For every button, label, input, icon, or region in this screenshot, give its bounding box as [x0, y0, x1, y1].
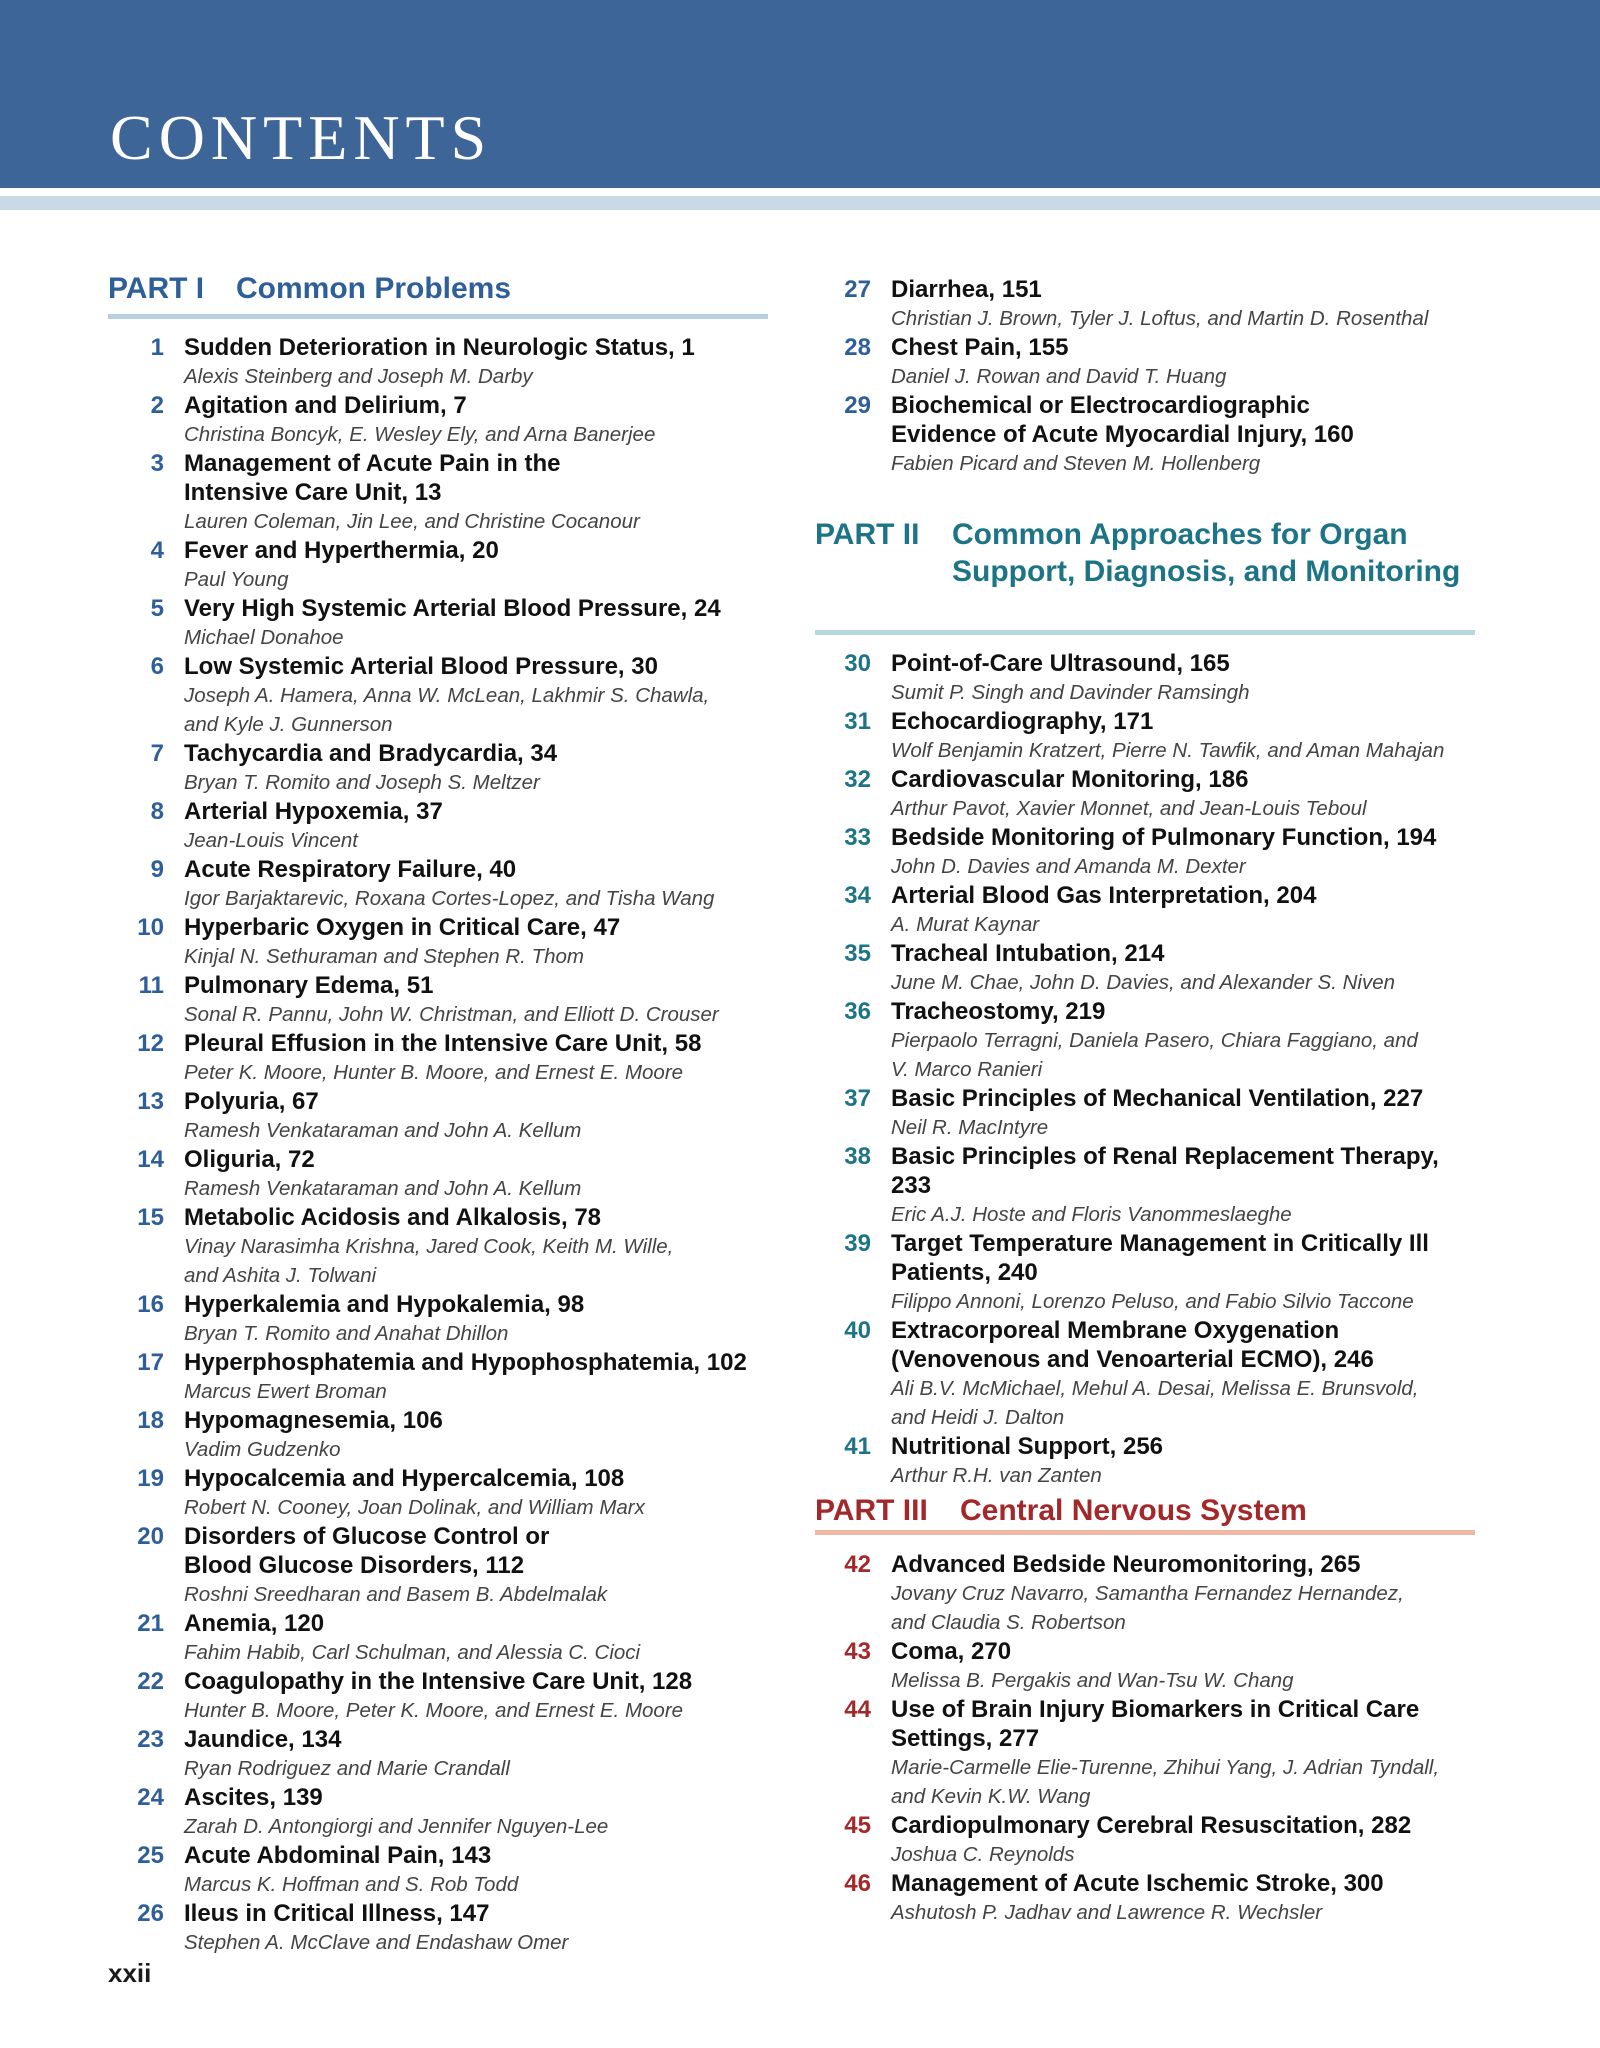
- chapter-authors: Neil R. MacIntyre: [891, 1116, 1049, 1139]
- entry-body: [184, 855, 773, 913]
- entry-body: [184, 1899, 773, 1957]
- entry-body: [184, 797, 773, 855]
- toc-entry: [108, 652, 773, 739]
- chapter-number: 45: [844, 1812, 871, 1839]
- chapter-authors: Fahim Habib, Carl Schulman, and Alessia C. Cioci: [184, 1641, 641, 1664]
- chapter-number: 4: [150, 537, 164, 564]
- entry-body: [891, 1142, 1475, 1229]
- chapter-authors: Melissa B. Pergakis and Wan-Tsu W. Chang: [891, 1669, 1294, 1692]
- chapter-authors: Michael Donahoe: [184, 626, 344, 649]
- chapter-authors: Daniel J. Rowan and David T. Huang: [891, 365, 1227, 388]
- entry-body: [184, 333, 773, 391]
- entry-body: [184, 391, 773, 449]
- entry-body: [891, 275, 1475, 333]
- toc-entry: [815, 1869, 1475, 1927]
- chapter-authors: Hunter B. Moore, Peter K. Moore, and Ernest E. Moore: [184, 1699, 684, 1722]
- chapter-title: Hypocalcemia and Hypercalcemia, 108: [184, 1465, 625, 1492]
- chapter-authors: Christina Boncyk, E. Wesley Ely, and Arna Banerjee: [184, 423, 656, 446]
- header-stripe: [0, 196, 1600, 210]
- entry-body: [184, 1290, 773, 1348]
- chapter-number: 33: [844, 824, 871, 851]
- chapter-authors: Ryan Rodriguez and Marie Crandall: [184, 1757, 510, 1780]
- toc-entry: [108, 449, 773, 536]
- toc-entry: [815, 1695, 1475, 1811]
- toc-entry: [108, 391, 773, 449]
- chapter-authors: Marcus K. Hoffman and S. Rob Todd: [184, 1873, 519, 1896]
- chapter-number: 5: [150, 595, 164, 622]
- chapter-authors: Igor Barjaktarevic, Roxana Cortes-Lopez, and Tisha Wang: [184, 887, 715, 910]
- chapter-authors: Jean-Louis Vincent: [184, 829, 358, 852]
- entry-body: [184, 1667, 773, 1725]
- toc-entry: [815, 275, 1475, 333]
- entry-body: [184, 1029, 773, 1087]
- chapter-title: Hypomagnesemia, 106: [184, 1407, 443, 1434]
- part-iii-heading: [815, 1492, 1475, 1534]
- entry-body: [184, 652, 773, 739]
- toc-entry: [108, 333, 773, 391]
- chapter-authors: Christian J. Brown, Tyler J. Loftus, and Martin D. Rosenthal: [891, 307, 1429, 330]
- chapter-title: Management of Acute Pain in the Intensive Care Unit, 13: [184, 450, 561, 506]
- entry-body: [891, 1084, 1475, 1142]
- chapter-number: 24: [137, 1784, 164, 1811]
- part-i-rule: [108, 314, 768, 319]
- entry-body: [184, 1145, 773, 1203]
- entry-body: [184, 1203, 773, 1290]
- entry-body: [891, 823, 1475, 881]
- chapter-number: 46: [844, 1870, 871, 1897]
- part-i-heading: [108, 270, 768, 312]
- part-iii-entry-list: [815, 1550, 1475, 1927]
- chapter-title: Hyperbaric Oxygen in Critical Care, 47: [184, 914, 621, 941]
- chapter-authors: Stephen A. McClave and Endashaw Omer: [184, 1931, 569, 1954]
- chapter-title: Chest Pain, 155: [891, 334, 1069, 361]
- toc-entry: [815, 391, 1475, 478]
- chapter-title: Nutritional Support, 256: [891, 1433, 1164, 1460]
- chapter-title: Ascites, 139: [184, 1784, 323, 1811]
- part-iii-label: PART III: [815, 1494, 928, 1527]
- page-number: xxii: [108, 1958, 152, 1988]
- toc-entry: [815, 1229, 1475, 1316]
- chapter-authors: Jovany Cruz Navarro, Samantha Fernandez Hernandez, and Claudia S. Robertson: [891, 1582, 1404, 1634]
- chapter-authors: Ramesh Venkataraman and John A. Kellum: [184, 1119, 582, 1142]
- chapter-title: Management of Acute Ischemic Stroke, 300: [891, 1870, 1384, 1897]
- entry-body: [891, 1695, 1475, 1811]
- chapter-number: 16: [137, 1291, 164, 1318]
- chapter-number: 1: [150, 334, 164, 361]
- chapter-number: 22: [137, 1668, 164, 1695]
- entry-body: [184, 1522, 773, 1609]
- chapter-authors: Alexis Steinberg and Joseph M. Darby: [184, 365, 533, 388]
- toc-entry: [815, 1811, 1475, 1869]
- chapter-authors: Marie-Carmelle Elie-Turenne, Zhihui Yang, J. Adrian Tyndall, and Kevin K.W. Wang: [891, 1756, 1440, 1808]
- chapter-title: Acute Respiratory Failure, 40: [184, 856, 517, 883]
- chapter-title: Jaundice, 134: [184, 1726, 342, 1753]
- toc-entry: [108, 1841, 773, 1899]
- chapter-title: Cardiovascular Monitoring, 186: [891, 766, 1249, 793]
- chapter-number: 26: [137, 1900, 164, 1927]
- entry-body: [891, 939, 1475, 997]
- chapter-title: Use of Brain Injury Biomarkers in Critical Care Settings, 277: [891, 1696, 1420, 1752]
- toc-entry: [108, 1145, 773, 1203]
- entry-body: [891, 765, 1475, 823]
- chapter-title: Arterial Hypoxemia, 37: [184, 798, 443, 825]
- chapter-authors: Bryan T. Romito and Joseph S. Meltzer: [184, 771, 540, 794]
- chapter-title: Biochemical or Electrocardiographic Evidence of Acute Myocardial Injury, 160: [891, 392, 1354, 448]
- entry-body: [184, 1841, 773, 1899]
- entry-body: [184, 739, 773, 797]
- chapter-title: Arterial Blood Gas Interpretation, 204: [891, 882, 1317, 909]
- chapter-number: 2: [150, 392, 164, 419]
- chapter-number: 36: [844, 998, 871, 1025]
- entry-body: [891, 333, 1475, 391]
- chapter-number: 44: [844, 1696, 871, 1723]
- chapter-authors: Vadim Gudzenko: [184, 1438, 341, 1461]
- chapter-number: 12: [137, 1030, 164, 1057]
- toc-entry: [108, 971, 773, 1029]
- toc-entry: [108, 1406, 773, 1464]
- toc-entry: [108, 1348, 773, 1406]
- chapter-number: 17: [137, 1349, 164, 1376]
- chapter-authors: Kinjal N. Sethuraman and Stephen R. Thom: [184, 945, 584, 968]
- toc-entry: [108, 594, 773, 652]
- entry-body: [184, 1464, 773, 1522]
- chapter-authors: Bryan T. Romito and Anahat Dhillon: [184, 1322, 509, 1345]
- chapter-authors: June M. Chae, John D. Davies, and Alexander S. Niven: [891, 971, 1396, 994]
- part-iii-rule: [815, 1530, 1475, 1535]
- chapter-title: Coma, 270: [891, 1638, 1012, 1665]
- chapter-number: 18: [137, 1407, 164, 1434]
- chapter-title: Advanced Bedside Neuromonitoring, 265: [891, 1551, 1361, 1578]
- toc-entry: [108, 1087, 773, 1145]
- chapter-title: Low Systemic Arterial Blood Pressure, 30: [184, 653, 658, 680]
- chapter-title: Tachycardia and Bradycardia, 34: [184, 740, 558, 767]
- toc-entry: [815, 939, 1475, 997]
- part-i-continued-list: [815, 275, 1475, 478]
- chapter-title: Hyperphosphatemia and Hypophosphatemia, 102: [184, 1349, 747, 1376]
- part-ii-entry-list: [815, 649, 1475, 1490]
- entry-body: [184, 1783, 773, 1841]
- entry-body: [184, 913, 773, 971]
- chapter-title: Very High Systemic Arterial Blood Pressure, 24: [184, 595, 721, 622]
- entry-body: [891, 997, 1475, 1084]
- entry-body: [184, 1087, 773, 1145]
- chapter-title: Hyperkalemia and Hypokalemia, 98: [184, 1291, 585, 1318]
- entry-body: [891, 1550, 1475, 1637]
- chapter-title: Basic Principles of Mechanical Ventilation, 227: [891, 1085, 1424, 1112]
- chapter-authors: Fabien Picard and Steven M. Hollenberg: [891, 452, 1261, 475]
- chapter-title: Pleural Effusion in the Intensive Care Unit, 58: [184, 1030, 702, 1057]
- chapter-number: 27: [844, 276, 871, 303]
- toc-entry: [815, 1637, 1475, 1695]
- chapter-number: 6: [150, 653, 164, 680]
- toc-entry: [108, 1899, 773, 1957]
- entry-body: [184, 1348, 773, 1406]
- chapter-number: 9: [150, 856, 164, 883]
- toc-entry: [815, 707, 1475, 765]
- chapter-authors: Ramesh Venkataraman and John A. Kellum: [184, 1177, 582, 1200]
- chapter-authors: Ali B.V. McMichael, Mehul A. Desai, Melissa E. Brunsvold, and Heidi J. Dalton: [891, 1377, 1419, 1429]
- toc-entry: [815, 881, 1475, 939]
- entry-body: [891, 1432, 1475, 1490]
- chapter-title: Metabolic Acidosis and Alkalosis, 78: [184, 1204, 602, 1231]
- chapter-title: Agitation and Delirium, 7: [184, 392, 467, 419]
- chapter-authors: Sumit P. Singh and Davinder Ramsingh: [891, 681, 1250, 704]
- entry-body: [891, 391, 1475, 478]
- chapter-title: Anemia, 120: [184, 1610, 325, 1637]
- toc-entry: [108, 1783, 773, 1841]
- chapter-authors: Eric A.J. Hoste and Floris Vanommeslaeghe: [891, 1203, 1292, 1226]
- chapter-number: 32: [844, 766, 871, 793]
- toc-entry: [108, 1609, 773, 1667]
- chapter-title: Extracorporeal Membrane Oxygenation (Venovenous and Venoarterial ECMO), 246: [891, 1317, 1374, 1373]
- chapter-authors: A. Murat Kaynar: [891, 913, 1040, 936]
- entry-body: [891, 881, 1475, 939]
- chapter-authors: Pierpaolo Terragni, Daniela Pasero, Chiara Faggiano, and V. Marco Ranieri: [891, 1029, 1418, 1081]
- entry-body: [184, 536, 773, 594]
- toc-entry: [108, 1464, 773, 1522]
- chapter-title: Target Temperature Management in Critically Ill Patients, 240: [891, 1230, 1429, 1286]
- chapter-authors: Lauren Coleman, Jin Lee, and Christine Cocanour: [184, 510, 640, 533]
- part-i-title: Common Problems: [236, 272, 512, 305]
- chapter-title: Ileus in Critical Illness, 147: [184, 1900, 490, 1927]
- toc-entry: [815, 649, 1475, 707]
- toc-entry: [108, 1667, 773, 1725]
- toc-entry: [108, 855, 773, 913]
- chapter-title: Diarrhea, 151: [891, 276, 1042, 303]
- part-i-entry-list: [108, 333, 773, 1957]
- chapter-number: 41: [844, 1433, 871, 1460]
- chapter-number: 37: [844, 1085, 871, 1112]
- chapter-title: Sudden Deterioration in Neurologic Status, 1: [184, 334, 695, 361]
- toc-entry: [815, 1316, 1475, 1432]
- chapter-authors: Sonal R. Pannu, John W. Christman, and Elliott D. Crouser: [184, 1003, 719, 1026]
- chapter-authors: Robert N. Cooney, Joan Dolinak, and William Marx: [184, 1496, 645, 1519]
- chapter-number: 3: [150, 450, 164, 477]
- entry-body: [184, 1725, 773, 1783]
- chapter-authors: Wolf Benjamin Kratzert, Pierre N. Tawfik, and Aman Mahajan: [891, 739, 1445, 762]
- chapter-authors: Paul Young: [184, 568, 289, 591]
- chapter-authors: Marcus Ewert Broman: [184, 1380, 387, 1403]
- chapter-authors: Ashutosh P. Jadhav and Lawrence R. Wechsler: [891, 1901, 1323, 1924]
- chapter-number: 31: [844, 708, 871, 735]
- chapter-title: Acute Abdominal Pain, 143: [184, 1842, 492, 1869]
- entry-body: [891, 649, 1475, 707]
- toc-entry: [815, 333, 1475, 391]
- chapter-number: 39: [844, 1230, 871, 1257]
- chapter-number: 28: [844, 334, 871, 361]
- chapter-title: Pulmonary Edema, 51: [184, 972, 434, 999]
- chapter-number: 38: [844, 1143, 871, 1170]
- entry-body: [891, 1869, 1475, 1927]
- chapter-number: 7: [150, 740, 164, 767]
- chapter-number: 11: [138, 972, 164, 999]
- chapter-title: Point-of-Care Ultrasound, 165: [891, 650, 1230, 677]
- chapter-title: Echocardiography, 171: [891, 708, 1154, 735]
- toc-entry: [108, 913, 773, 971]
- chapter-number: 20: [137, 1523, 164, 1550]
- chapter-number: 35: [844, 940, 871, 967]
- chapter-title: Oliguria, 72: [184, 1146, 315, 1173]
- entry-body: [184, 594, 773, 652]
- toc-entry: [815, 1432, 1475, 1490]
- chapter-number: 23: [137, 1726, 164, 1753]
- chapter-number: 10: [137, 914, 164, 941]
- chapter-title: Coagulopathy in the Intensive Care Unit, 128: [184, 1668, 693, 1695]
- chapter-number: 8: [150, 798, 164, 825]
- entry-body: [184, 971, 773, 1029]
- chapter-authors: Vinay Narasimha Krishna, Jared Cook, Keith M. Wille, and Ashita J. Tolwani: [184, 1235, 674, 1287]
- chapter-number: 30: [844, 650, 871, 677]
- toc-entry: [108, 1029, 773, 1087]
- entry-body: [184, 449, 773, 536]
- chapter-number: 34: [844, 882, 871, 909]
- part-ii-heading: [815, 516, 1475, 595]
- chapter-authors: Joshua C. Reynolds: [891, 1843, 1075, 1866]
- chapter-authors: Roshni Sreedharan and Basem B. Abdelmalak: [184, 1583, 608, 1606]
- chapter-authors: Arthur Pavot, Xavier Monnet, and Jean-Louis Teboul: [891, 797, 1367, 820]
- toc-entry: [108, 1522, 773, 1609]
- chapter-number: 42: [844, 1551, 871, 1578]
- chapter-title: Bedside Monitoring of Pulmonary Function, 194: [891, 824, 1437, 851]
- entry-body: [184, 1609, 773, 1667]
- page-title: CONTENTS: [110, 102, 493, 173]
- toc-entry: [815, 997, 1475, 1084]
- part-iii-title: Central Nervous System: [960, 1494, 1307, 1527]
- toc-entry: [108, 536, 773, 594]
- entry-body: [891, 1637, 1475, 1695]
- toc-entry: [815, 765, 1475, 823]
- chapter-number: 19: [137, 1465, 164, 1492]
- toc-entry: [815, 1142, 1475, 1229]
- toc-entry: [815, 1550, 1475, 1637]
- part-ii-title: Common Approaches for Organ Support, Diagnosis, and Monitoring: [952, 518, 1461, 588]
- part-i-label: PART I: [108, 272, 205, 305]
- toc-entry: [108, 1725, 773, 1783]
- chapter-number: 43: [844, 1638, 871, 1665]
- entry-body: [891, 707, 1475, 765]
- chapter-number: 21: [137, 1610, 164, 1637]
- chapter-authors: Zarah D. Antongiorgi and Jennifer Nguyen-Lee: [184, 1815, 609, 1838]
- chapter-authors: Filippo Annoni, Lorenzo Peluso, and Fabio Silvio Taccone: [891, 1290, 1414, 1313]
- chapter-title: Tracheostomy, 219: [891, 998, 1106, 1025]
- toc-entry: [108, 1203, 773, 1290]
- chapter-title: Tracheal Intubation, 214: [891, 940, 1165, 967]
- chapter-title: Basic Principles of Renal Replacement Therapy, 233: [891, 1143, 1439, 1199]
- entry-body: [891, 1229, 1475, 1316]
- chapter-title: Fever and Hyperthermia, 20: [184, 537, 499, 564]
- chapter-number: 13: [137, 1088, 164, 1115]
- entry-body: [891, 1811, 1475, 1869]
- entry-body: [891, 1316, 1475, 1432]
- toc-entry: [108, 797, 773, 855]
- chapter-title: Disorders of Glucose Control or Blood Glucose Disorders, 112: [184, 1523, 550, 1579]
- toc-entry: [108, 739, 773, 797]
- chapter-number: 14: [137, 1146, 164, 1173]
- chapter-number: 15: [137, 1204, 164, 1231]
- chapter-number: 25: [137, 1842, 164, 1869]
- chapter-title: Cardiopulmonary Cerebral Resuscitation, 282: [891, 1812, 1412, 1839]
- chapter-authors: John D. Davies and Amanda M. Dexter: [891, 855, 1246, 878]
- toc-entry: [108, 1290, 773, 1348]
- chapter-authors: Joseph A. Hamera, Anna W. McLean, Lakhmir S. Chawla, and Kyle J. Gunnerson: [184, 684, 710, 736]
- chapter-number: 40: [844, 1317, 871, 1344]
- part-ii-rule: [815, 630, 1475, 635]
- entry-body: [184, 1406, 773, 1464]
- part-ii-label: PART II: [815, 518, 920, 551]
- toc-entry: [815, 823, 1475, 881]
- chapter-authors: Arthur R.H. van Zanten: [891, 1464, 1102, 1487]
- chapter-number: 29: [844, 392, 871, 419]
- toc-entry: [815, 1084, 1475, 1142]
- chapter-authors: Peter K. Moore, Hunter B. Moore, and Ernest E. Moore: [184, 1061, 684, 1084]
- chapter-title: Polyuria, 67: [184, 1088, 319, 1115]
